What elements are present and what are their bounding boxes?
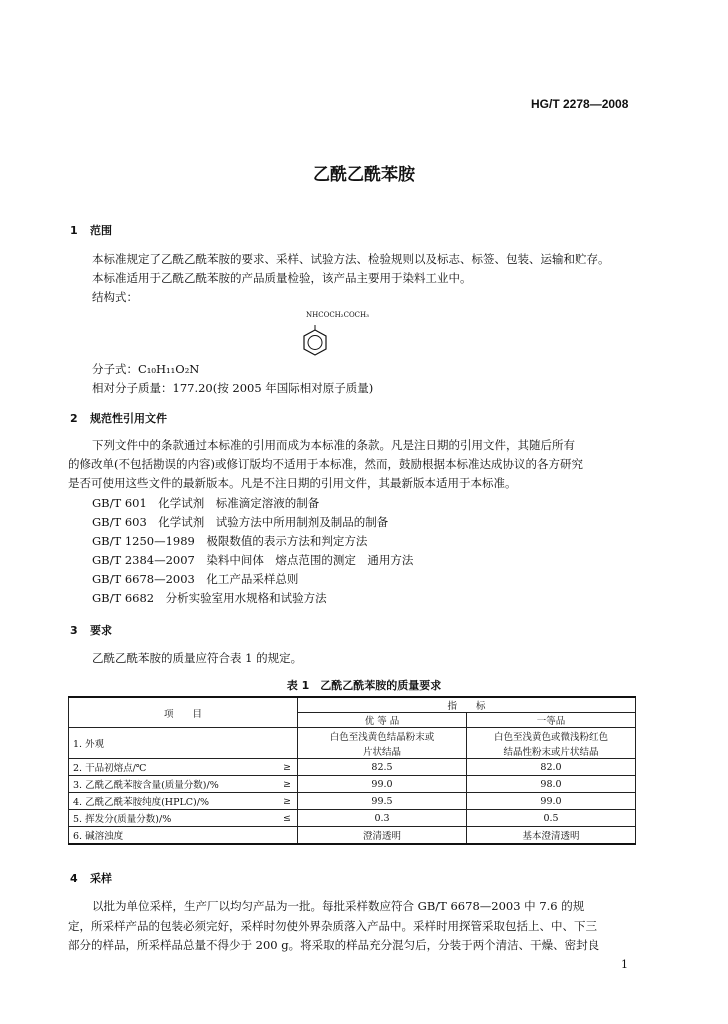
section-number: 2	[70, 412, 78, 425]
row-item: 5. 挥发分(质量分数)/%	[69, 810, 274, 827]
table-row	[69, 827, 636, 845]
table-header-row	[69, 697, 636, 713]
table-row	[69, 810, 636, 827]
reference-item: GB/T 603 化学试剂 试验方法中所用制剂及制品的制备	[92, 515, 389, 529]
page-number: 1	[621, 958, 628, 971]
section-title: 范围	[90, 224, 112, 237]
row-value-premium: 99.5	[298, 793, 467, 810]
row-operator	[273, 827, 298, 845]
section-number: 4	[70, 872, 78, 885]
header-item: 项 目	[69, 697, 298, 728]
row-value-first: 结晶性粉末或片状结晶	[467, 743, 636, 759]
row-operator	[273, 728, 298, 759]
row-item: 6. 碱溶浊度	[69, 827, 274, 845]
document-title: 乙酰乙酰苯胺	[313, 165, 415, 185]
row-value-premium: 白色至浅黄色结晶粉末或	[298, 728, 467, 744]
row-value-premium: 澄清透明	[298, 827, 467, 845]
header-index: 指 标	[298, 697, 636, 713]
reference-item: GB/T 6678—2003 化工产品采样总则	[92, 572, 299, 586]
row-value-first: 82.0	[467, 759, 636, 776]
references-paragraph-line: 下列文件中的条款通过本标准的引用而成为本标准的条款。凡是注日期的引用文件，其随后所有	[92, 438, 575, 452]
table-row	[69, 728, 636, 744]
table-row	[69, 776, 636, 793]
row-value-first: 99.0	[467, 793, 636, 810]
table-caption: 表 1 乙酰乙酰苯胺的质量要求	[286, 679, 442, 692]
header-grade-premium: 优 等 品	[298, 713, 467, 728]
reference-item: GB/T 6682 分析实验室用水规格和试验方法	[92, 591, 327, 605]
references-paragraph-line: 的修改单(不包括勘误的内容)或修订版均不适用于本标准，然而，鼓励根据本标准达成协议的各方研究	[68, 457, 583, 471]
row-value-first: 白色至浅黄色或微浅粉红色	[467, 728, 636, 744]
reference-item: GB/T 2384—2007 染料中间体 熔点范围的测定 通用方法	[92, 553, 414, 567]
row-value-first: 98.0	[467, 776, 636, 793]
standard-number: HG/T 2278—2008	[531, 97, 629, 111]
row-operator: ≥	[273, 759, 298, 776]
section-title: 规范性引用文件	[90, 412, 167, 425]
section-number: 1	[70, 224, 78, 237]
row-value-premium: 82.5	[298, 759, 467, 776]
row-operator: ≥	[273, 793, 298, 810]
section-1-heading	[70, 222, 112, 238]
row-value-premium: 片状结晶	[298, 743, 467, 759]
sampling-paragraph-line: 以批为单位采样，生产厂以均匀产品为一批。每批采样数应符合 GB/T 6678—2003 中 7.6 的规	[92, 899, 585, 913]
row-operator: ≥	[273, 776, 298, 793]
section-4-heading	[70, 870, 112, 886]
table-row	[69, 759, 636, 776]
row-item: 4. 乙酰乙酰苯胺纯度(HPLC)/%	[69, 793, 274, 810]
reference-item: GB/T 601 化学试剂 标准滴定溶液的制备	[92, 496, 320, 510]
section-3-heading	[70, 622, 112, 638]
row-value-premium: 0.3	[298, 810, 467, 827]
molecular-weight: 相对分子质量：177.20(按 2005 年国际相对原子质量)	[92, 381, 374, 395]
section-title: 要求	[90, 624, 112, 637]
scope-paragraph-2: 本标准适用于乙酰乙酰苯胺的产品质量检验，该产品主要用于染料工业中。	[92, 271, 472, 285]
requirements-paragraph: 乙酰乙酰苯胺的质量应符合表 1 的规定。	[92, 651, 303, 665]
row-value-first: 基本澄清透明	[467, 827, 636, 845]
row-item: 2. 干品初熔点/℃	[69, 759, 274, 776]
row-item: 3. 乙酰乙酰苯胺含量(质量分数)/%	[69, 776, 274, 793]
row-operator: ≤	[273, 810, 298, 827]
section-title: 采样	[90, 872, 112, 885]
section-2-heading	[70, 410, 167, 426]
molecular-formula: 分子式：C₁₀H₁₁O₂N	[92, 362, 200, 376]
references-paragraph-line: 是否可使用这些文件的最新版本。凡是不注日期的引用文件，其最新版本适用于本标准。	[68, 476, 517, 490]
quality-requirements-table	[68, 696, 636, 845]
row-value-first: 0.5	[467, 810, 636, 827]
row-item: 1. 外观	[69, 728, 274, 759]
header-grade-first: 一等品	[467, 713, 636, 728]
scope-paragraph-1: 本标准规定了乙酰乙酰苯胺的要求、采样、试验方法、检验规则以及标志、标签、包装、运输和贮存。	[92, 252, 610, 266]
structure-label: 结构式：	[92, 290, 138, 304]
table-row	[69, 793, 636, 810]
benzene-ring-icon	[300, 325, 330, 357]
sampling-paragraph-line: 定，所采样产品的包装必须完好，采样时勿使外界杂质落入产品中。采样时用探管采取包括上、中、下三	[68, 919, 597, 933]
sampling-paragraph-line: 部分的样品，所采样品总量不得少于 200 g。将采取的样品充分混匀后，分装于两个清洁、干燥、密封良	[68, 938, 600, 952]
reference-item: GB/T 1250—1989 极限数值的表示方法和判定方法	[92, 534, 368, 548]
section-number: 3	[70, 624, 78, 637]
row-value-premium: 99.0	[298, 776, 467, 793]
structure-formula-text: NHCOCH₂COCH₃	[306, 311, 369, 319]
